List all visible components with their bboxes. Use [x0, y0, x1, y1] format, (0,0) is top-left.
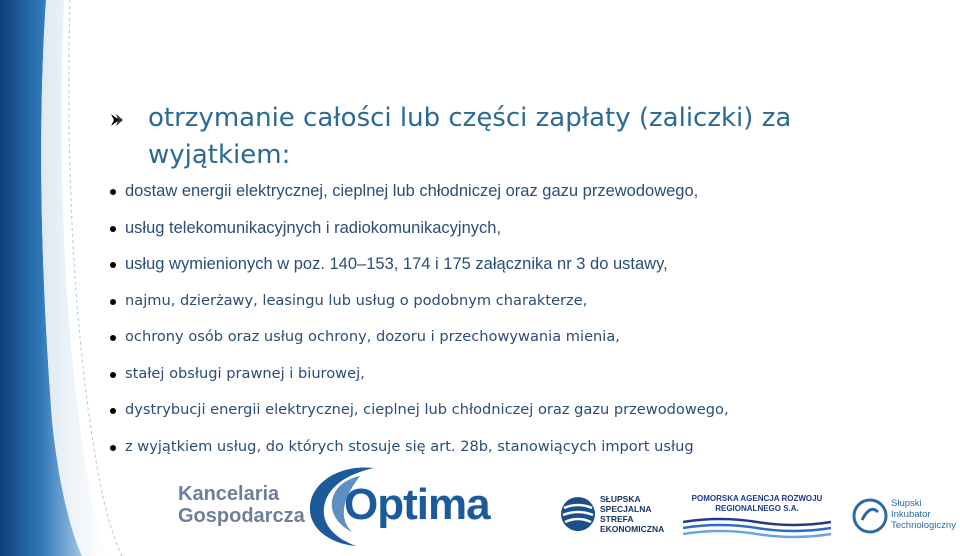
sit-logo-text: Słupski Inkubator Technologiczny	[891, 498, 956, 531]
bullet-dot-icon	[110, 189, 116, 195]
bullet-dot-icon	[110, 262, 116, 268]
sit-emblem-icon	[852, 498, 888, 534]
arrow-bullet-icon	[108, 112, 124, 128]
sse-logo-text: SŁUPSKA SPECJALNA STREFA EKONOMICZNA	[600, 494, 665, 534]
optima-logo-text: Optima	[344, 480, 490, 529]
bullet-dot-icon	[110, 408, 116, 414]
kancelaria-logo: Kancelaria Gospodarcza	[178, 483, 305, 527]
heading-text: otrzymanie całości lub części zapłaty (zaliczki) za wyjątkiem:	[148, 103, 792, 170]
bullet-dot-icon	[110, 372, 116, 378]
bullet-dot-icon	[110, 445, 116, 451]
sse-emblem-icon	[560, 494, 596, 534]
parr-waves-icon	[683, 516, 831, 540]
bullet-dot-icon	[110, 226, 116, 232]
bullet-dot-icon	[110, 299, 116, 305]
slide: otrzymanie całości lub części zapłaty (zaliczki) za wyjątkiem: dostaw energii elektrycznej, cieplnej lub chłodniczej oraz gazu przewodowego, usług telekomunikacyjnych i radiokomunikacyjnych, usług wymienionych w poz. 140–153, 174 i 175 załącznika nr 3 do ustawy, najmu, dzierżawy, leasingu lub usług o podobnym charakterze, ochrony osób oraz usług ochrony, dozoru i przechowywania mienia, stałej obsługi prawnej i biurowej, dystrybucji energii elektrycznej, cieplnej lub chłodniczej oraz gazu przewodowego, z wyjątkiem usług, do których stosuje się art. 28b, stanowiących import usług Kancelaria Gospodarcza Optima SŁUPSKA SPECJALNA STREFA EKONOMICZNA POMORSKA AGENCJA ROZWOJU REGIONALNEGO S.A. Słupski Inkubator Technologiczny	[0, 0, 960, 556]
parr-logo-text: POMORSKA AGENCJA ROZWOJU REGIONALNEGO S.A.	[691, 494, 823, 513]
bullet-dot-icon	[110, 335, 116, 341]
heading	[112, 100, 832, 174]
